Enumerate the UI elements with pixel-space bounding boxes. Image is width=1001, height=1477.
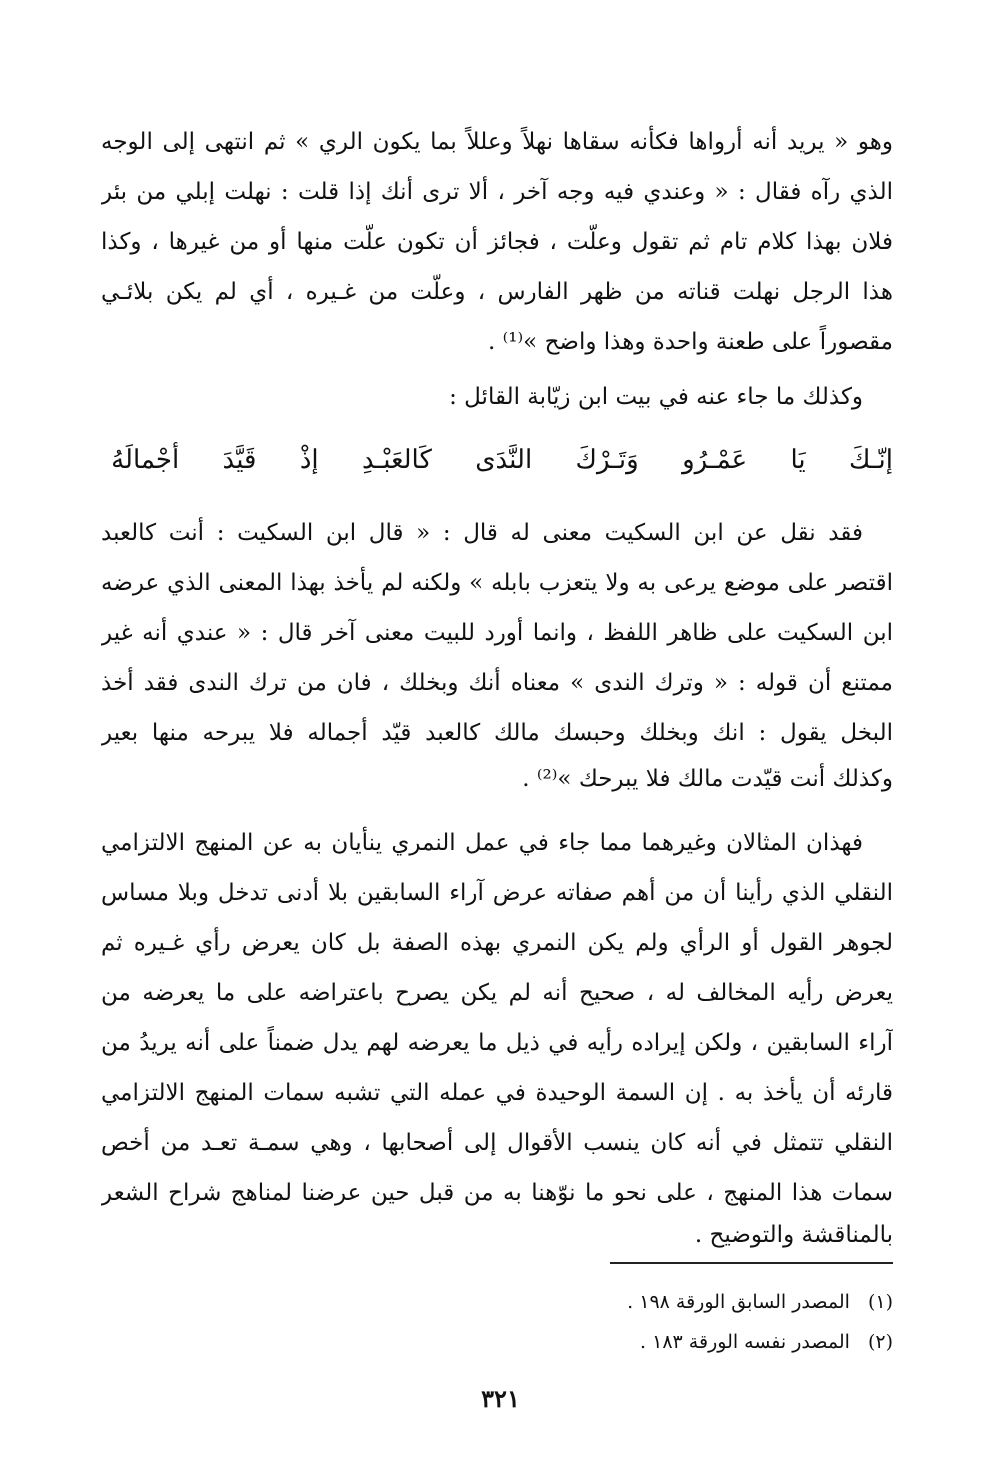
text-line: بالمناقشة والتوضيح . [694,1222,893,1248]
text-line: آراء السابقين ، ولكن إيراده رأيه في ذيل ما يعرضه لهم يدل ضمناً على أنه يريدُ من [101,1030,893,1056]
verse-word: يَا [790,445,806,475]
text-line: فلان بهذا كلام تام ثم تقول وعلّت ، فجائز أن تكون علّت منها أو من غيرها ، وكذا [101,229,893,255]
footnote [413,1322,893,1362]
text-line: النقلي الذي رأينا أن من أهم صفاته عرض آراء السابقين بلا أدنى تدخل وبلا مساس [101,880,893,906]
text-line: يعرض رأيه المخالف له ، صحيح أنه لم يكن يصرح باعتراضه على ما يعرضه من [101,980,893,1006]
verse-word: كَالعَبْـدِ [361,445,432,475]
verse-word: أجْمالَهُ [111,445,180,475]
text-line: ممتنع أن قوله : « وترك الندى » معناه أنك وبخلك ، فان من ترك الندى فقد أخذ [101,670,893,696]
footnote-text: المصدر نفسه الورقة ١٨٣ . [640,1331,850,1353]
verse-word: قَيَّدَ [222,445,257,475]
footnote-text: المصدر السابق الورقة ١٩٨ . [627,1291,850,1313]
text-line: لجوهر القول أو الرأي ولم يكن النمري بهذه الصفة بل كان يعرض رأي غـيره ثم [101,930,893,956]
page-number: ٣٢١ [481,1384,520,1413]
text-line: فهذان المثالان وغيرهما مما جاء في عمل النمري ينأيان به عن المنهج الالتزامي [101,830,863,856]
verse-word: إنّـكَ [849,445,893,475]
verse-word: وَتَـرْكَ [575,445,639,475]
text-line: وكذلك أنت قيّدت مالك فلا يبرحك »⁽²⁾ . [522,766,893,792]
text-line: البخل يقول : انك وبخلك وحبسك مالك كالعبد قيّد أجماله فلا يبرحه منها بعير [101,720,893,746]
poetry-verse [111,432,893,488]
footnote-number: (١) [867,1291,893,1313]
text-line: وهو « يريد أنه أرواها فكأنه سقاها نهلاً وعللاً بما يكون الري » ثم انتهى إلى الوجه [101,129,893,155]
verse-word: النَّدَى [475,445,533,475]
text-line: قارئه أن يأخذ به . إن السمة الوحيدة في عمله التي تشبه سمات المنهج الالتزامي [101,1080,893,1106]
footnote-number: (٢) [867,1331,893,1353]
text-line: مقصوراً على طعنة واحدة وهذا واضح »⁽¹⁾ . [488,329,893,355]
text-line: سمات هذا المنهج ، على نحو ما نوّهنا به من قبل حين عرضنا لمناهج شراح الشعر [101,1180,893,1206]
verse-word: إذْ [299,445,319,475]
footnote [413,1282,893,1322]
text-line: الذي رآه فقال : « وعندي فيه وجه آخر ، ألا ترى أنك إذا قلت : نهلت إبلي من بئر [101,179,893,205]
footnote-divider [610,1262,893,1264]
verse-intro-line: وكذلك ما جاء عنه في بيت ابن زيّابة القائل : [449,384,863,410]
text-line: ابن السكيت على ظاهر اللفظ ، وانما أورد للبيت معنى آخر قال : « عندي أنه غير [101,620,893,646]
text-line: هذا الرجل نهلت قناته من ظهر الفارس ، وعلّت من غـيره ، أي لم يكن بلائـي [101,279,893,305]
text-line: فقد نقل عن ابن السكيت معنى له قال : « قال ابن السكيت : أنت كالعبد [101,520,863,546]
text-line: النقلي تتمثل في أنه كان ينسب الأقوال إلى أصحابها ، وهي سمـة تعـد من أخص [101,1130,893,1156]
verse-word: عَمْـرُو [682,445,748,475]
text-line: اقتصر على موضع يرعى به ولا يتعزب بابله » ولكنه لم يأخذ بهذا المعنى الذي عرضه [101,570,893,596]
